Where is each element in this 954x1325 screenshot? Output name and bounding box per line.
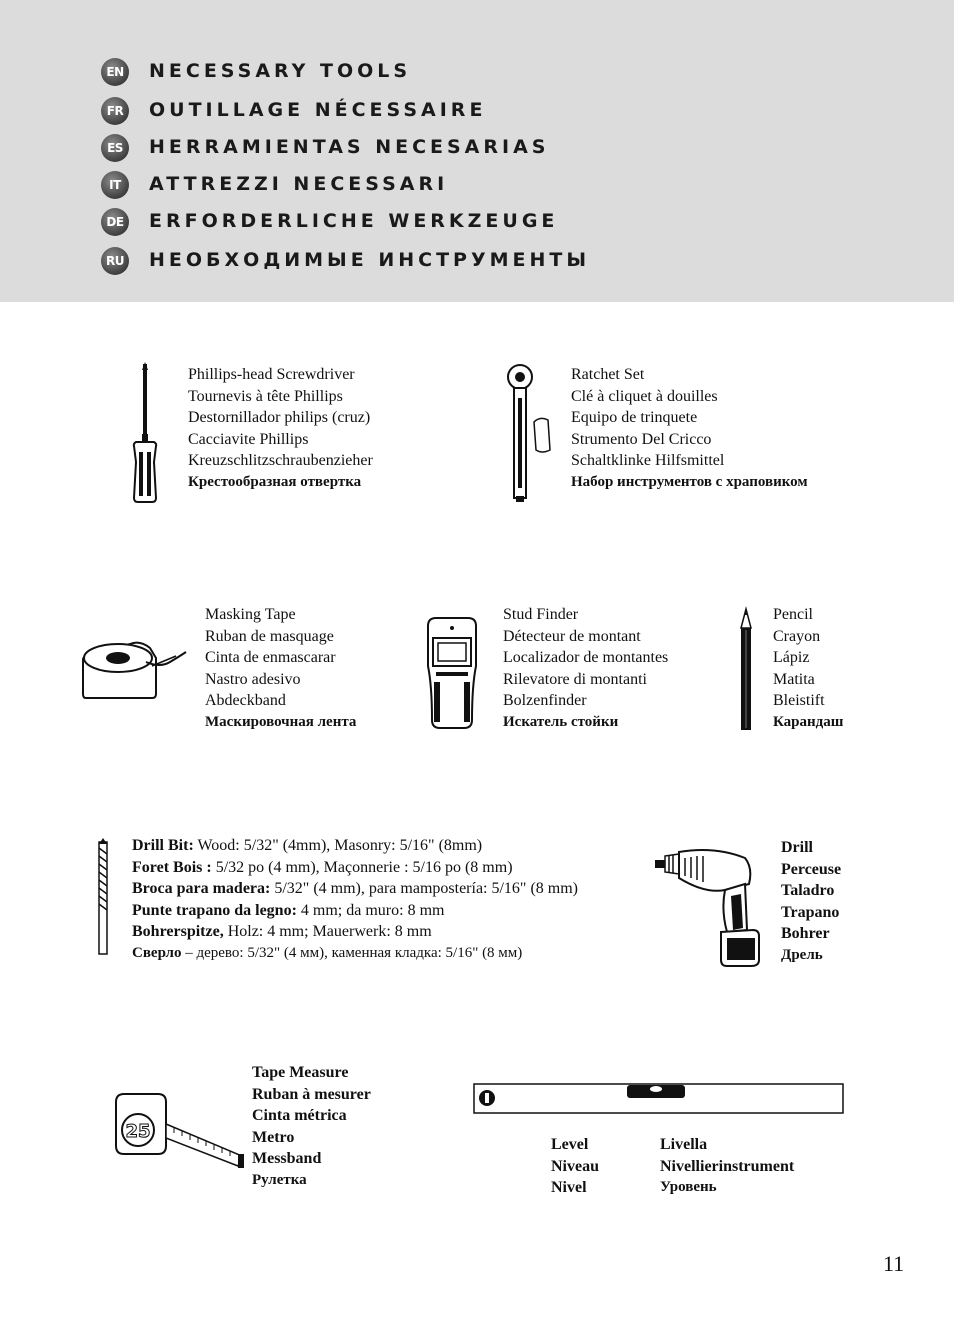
drill-bit-en: [132, 835, 578, 857]
drill-bit-text-en: Wood: 5/32" (4mm), Masonry: 5/16" (8mm): [193, 837, 483, 854]
drill-bit-text-ru: – дерево: 5/32" (4 мм), каменная кладка: 5/16" (8 мм): [181, 944, 523, 961]
label-ru: Уровень: [660, 1179, 717, 1195]
label-it: Rilevatore di montanti: [503, 670, 647, 688]
pencil-labels: [773, 604, 843, 733]
drill-bit-label-it: Punte trapano da legno:: [132, 901, 297, 919]
label-it: Nastro adesivo: [205, 670, 301, 688]
header-band: [0, 0, 954, 302]
language-badge-es: ES: [101, 134, 129, 162]
heading-title-es: HERRAMIENTAS NECESARIAS: [149, 136, 550, 158]
label-ru: Искатель стойки: [503, 713, 619, 730]
label-it: Strumento Del Cricco: [571, 430, 712, 448]
language-badge-ru: RU: [101, 247, 129, 275]
label-it: Matita: [773, 670, 815, 688]
screwdriver-labels: [188, 364, 373, 493]
drill-bit-label-en: Drill Bit:: [132, 837, 194, 854]
label-de: Messband: [252, 1150, 322, 1167]
drill-bit-label-fr: Foret Bois :: [132, 858, 212, 876]
drill-bit-es: [132, 878, 578, 900]
label-ru: Набор инструментов с храповиком: [571, 473, 808, 490]
label-en: Level: [551, 1136, 589, 1153]
screwdriver-icon: [128, 362, 162, 504]
label-es: Equipo de trinquete: [571, 409, 698, 426]
drill-labels: [781, 837, 841, 966]
label-fr: Détecteur de montant: [503, 627, 641, 645]
drill-bit-label-de: Bohrerspitze,: [132, 923, 224, 940]
label-es: Cinta de enmascarar: [205, 649, 336, 666]
label-ru: Рулетка: [252, 1171, 307, 1188]
drill-bit-label-es: Broca para madera:: [132, 880, 271, 897]
stud-finder-labels: [503, 604, 668, 733]
label-fr: Ruban à mesurer: [252, 1085, 371, 1103]
heading-title-it: ATTREZZI NECESSARI: [149, 173, 449, 195]
pencil-icon: [738, 608, 754, 734]
label-es: Destornillador philips (cruz): [188, 409, 371, 426]
label-en: Masking Tape: [205, 606, 296, 623]
label-en: Drill: [781, 839, 813, 856]
label-ru: Дрель: [781, 946, 823, 963]
label-ru: Карандаш: [773, 713, 844, 730]
drill-bit-text-de: Holz: 4 mm; Mauerwerk: 8 mm: [223, 923, 432, 940]
label-fr: Clé à cliquet à douilles: [571, 387, 718, 405]
drill-bit-text-fr: 5/32 po (4 mm), Maçonnerie : 5/16 po (8 mm): [211, 858, 513, 876]
drill-bit-labels: [132, 835, 578, 964]
label-it: Livella: [660, 1136, 708, 1153]
page-number: 11: [883, 1251, 905, 1276]
level-labels-col1: [551, 1134, 599, 1199]
label-en: Ratchet Set: [571, 366, 645, 383]
label-de: Schaltklinke Hilfsmittel: [571, 452, 725, 469]
ratchet-icon: [504, 362, 554, 504]
language-badge-de: DE: [101, 208, 129, 236]
label-de: Abdeckband: [205, 692, 286, 709]
label-en: Stud Finder: [503, 606, 579, 623]
drill-bit-label-ru: Сверло: [132, 944, 182, 961]
label-de: Bolzenfinder: [503, 692, 587, 709]
label-es: Nivel: [551, 1179, 587, 1196]
label-it: Metro: [252, 1128, 295, 1146]
label-en: Phillips-head Screwdriver: [188, 366, 355, 383]
label-es: Cinta métrica: [252, 1107, 347, 1124]
drill-bit-text-es: 5/32" (4 mm), para mampostería: 5/16" (8 mm): [270, 880, 579, 897]
language-badge-it: IT: [101, 171, 129, 199]
label-de: Bohrer: [781, 925, 830, 942]
heading-title-de: ERFORDERLICHE WERKZEUGE: [149, 210, 559, 232]
label-ru: Маскировочная лента: [205, 713, 357, 730]
label-fr: Ruban de masquage: [205, 627, 334, 645]
tape-measure-labels: [252, 1062, 371, 1191]
level-icon: [473, 1083, 845, 1115]
label-fr: Perceuse: [781, 860, 842, 878]
masking-tape-labels: [205, 604, 356, 733]
tape-measure-marking: 25: [125, 1121, 151, 1142]
stud-finder-icon: [424, 616, 480, 730]
tape-measure-icon: [110, 1090, 250, 1174]
drill-bit-fr: [132, 857, 578, 879]
label-en: Pencil: [773, 606, 813, 623]
label-fr: Niveau: [551, 1157, 599, 1175]
drill-bit-text-it: 4 mm; da muro: 8 mm: [296, 901, 445, 919]
label-en: Tape Measure: [252, 1064, 349, 1081]
heading-title-fr: OUTILLAGE NÉCESSAIRE: [149, 99, 487, 121]
heading-title-en: NECESSARY TOOLS: [149, 60, 412, 82]
label-fr: Tournevis à tête Phillips: [188, 387, 343, 405]
drill-icon: [655, 850, 765, 968]
label-de: Bleistift: [773, 692, 825, 709]
label-it: Trapano: [781, 903, 840, 921]
label-de: Nivellierinstrument: [660, 1157, 795, 1175]
label-es: Localizador de montantes: [503, 649, 669, 666]
language-badge-fr: FR: [101, 97, 129, 125]
level-labels-col2: [660, 1134, 794, 1199]
drill-bit-de: [132, 921, 578, 943]
label-it: Cacciavite Phillips: [188, 430, 309, 448]
label-de: Kreuzschlitzschraubenzieher: [188, 452, 373, 469]
label-fr: Crayon: [773, 627, 821, 645]
language-badge-en: EN: [101, 58, 129, 86]
ratchet-labels: [571, 364, 808, 493]
heading-title-ru: НЕОБХОДИМЫЕ ИНСТРУМЕНТЫ: [149, 249, 591, 271]
drill-bit-it: [132, 900, 578, 922]
drill-bit-icon: [96, 838, 110, 958]
label-es: Taladro: [781, 882, 835, 899]
drill-bit-ru: [132, 943, 578, 965]
label-ru: Крестообразная отвертка: [188, 473, 362, 490]
masking-tape-icon: [80, 632, 190, 700]
label-es: Lápiz: [773, 649, 810, 666]
